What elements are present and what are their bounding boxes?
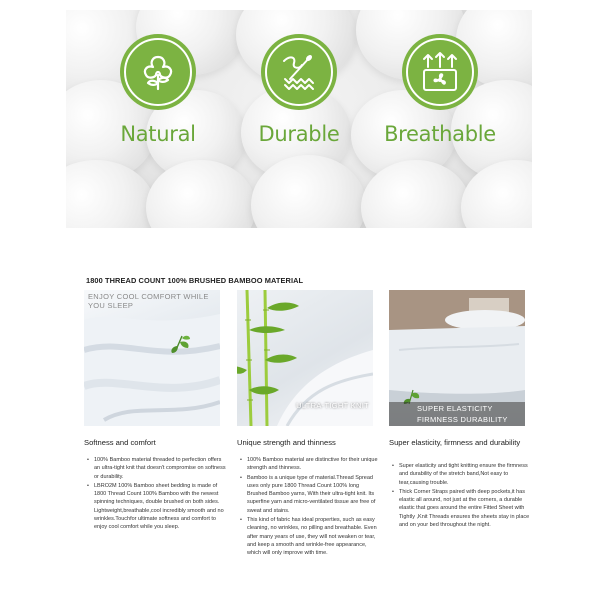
hero-banner bbox=[66, 10, 532, 228]
panel-overlay-text: ULTRA-TIGHT KNIT bbox=[296, 401, 369, 410]
product-image-softness bbox=[84, 290, 220, 426]
list-item: • Super elasticity and tight knitting ensure the firmness and durability of the stretch band,Not easy to tear,causing trouble. bbox=[391, 462, 531, 487]
panel-title: Unique strength and thinness bbox=[237, 438, 336, 447]
list-item: • Bamboo is a unique type of material.Thread Spread uses only pure 1800 Thread Count 100% long Brushed Bamboo yarns, With their ultra-tight knit. Its superfine yarn and micro-ventilated tissue are free of sweat and stains. bbox=[239, 474, 379, 515]
feature-label: Durable bbox=[258, 122, 340, 146]
section-title: 1800 THREAD COUNT 100% BRUSHED BAMBOO MATERIAL bbox=[86, 276, 304, 285]
list-item: • 100% Bamboo material threaded to perfection offers an ultra-tight knit that doesn't compromise on softness or durability. bbox=[86, 456, 226, 481]
panel-bullet-list bbox=[239, 456, 379, 559]
fabric-illustration bbox=[84, 290, 220, 426]
feature-label: Breathable bbox=[384, 122, 496, 146]
panel-title: Softness and comfort bbox=[84, 438, 156, 447]
panel-overlay-text: ENJOY COOL COMFORT WHILE YOU SLEEP bbox=[88, 292, 209, 310]
list-item: • Thick Corner Straps paired with deep pockets,it has elastic all around, not just at the corners, a durable elastic that goes around the entire Fitted Sheet with Tightly ,Knit Threads ensures the sheets stay in place and on your bed throughout the night. bbox=[391, 488, 531, 529]
cotton-flower-icon bbox=[124, 38, 192, 106]
airflow-fan-icon bbox=[406, 38, 474, 106]
product-image-strength bbox=[237, 290, 373, 426]
panel-bullet-list bbox=[391, 462, 531, 530]
feature-label: Natural bbox=[120, 122, 196, 146]
list-item: • This kind of fabric has ideal properties, such as easy cleaning, no wrinkles, no pilling and breathable. Even after many years of use, they will not weaken or tear, and keep a smooth and wrinkle-free appearance, which will only improve with time. bbox=[239, 516, 379, 557]
feature-durable bbox=[229, 34, 369, 146]
feature-breathable bbox=[370, 34, 510, 146]
list-item: • 100% Bamboo material are distinctive for their unique strength and thinness. bbox=[239, 456, 379, 473]
panel-bullet-list bbox=[86, 456, 226, 533]
panel-overlay-text: SUPER ELASTICITY bbox=[417, 404, 493, 413]
needle-thread-icon bbox=[265, 38, 333, 106]
panel-title: Super elasticity, firmness and durability bbox=[389, 438, 521, 447]
list-item: • LBRO2M 100% Bamboo sheet bedding is made of 1800 Thread Count 100% Bamboo with the newest spinning techniques, double brushed on both sides. Lightweight,breathable,cool incredibly smooth and no wrinkles.Touchfor ultimate softness and comfort to enjoy cool comfort while you sleep. bbox=[86, 482, 226, 532]
feature-natural bbox=[88, 34, 228, 146]
panel-overlay-text: FIRMNESS DURABILITY bbox=[417, 415, 508, 424]
product-image-elasticity bbox=[389, 290, 525, 426]
